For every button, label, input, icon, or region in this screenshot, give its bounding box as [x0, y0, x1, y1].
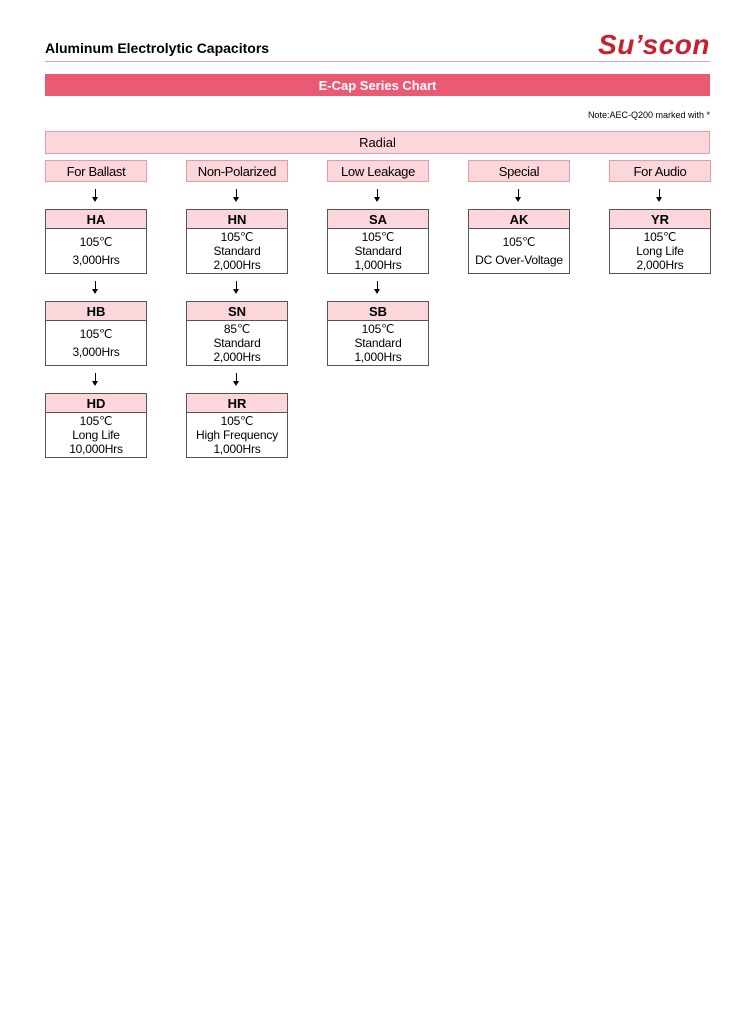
series-node [45, 393, 147, 458]
series-spec [610, 229, 710, 273]
category-column [327, 160, 429, 366]
chart-banner [45, 74, 710, 96]
series-spec [187, 413, 287, 457]
down-arrow-icon [609, 182, 711, 209]
category-node [609, 160, 711, 182]
series-spec [46, 229, 146, 273]
down-arrow-icon [186, 182, 288, 209]
series-spec-line: 1,000Hrs [213, 442, 261, 456]
series-spec-line: 105℃ [502, 235, 536, 249]
series-spec-line: 105℃ [220, 230, 254, 244]
down-arrow-icon [186, 366, 288, 393]
down-arrow-icon [327, 182, 429, 209]
series-node [186, 209, 288, 274]
series-code: HD [46, 394, 146, 413]
category-label: Special [498, 163, 540, 179]
series-spec-line: Standard [354, 336, 402, 350]
series-spec-line: Standard [213, 336, 261, 350]
series-spec [469, 229, 569, 273]
category-node [327, 160, 429, 182]
series-spec [46, 321, 146, 365]
series-spec-line: 105℃ [361, 230, 395, 244]
series-node [327, 209, 429, 274]
down-arrow-icon [186, 274, 288, 301]
series-code: HA [46, 210, 146, 229]
series-spec-line: DC Over-Voltage [475, 253, 563, 267]
series-spec-line: Long Life [72, 428, 120, 442]
series-node [186, 393, 288, 458]
series-spec [187, 321, 287, 365]
series-spec-line: 2,000Hrs [636, 258, 684, 272]
series-spec [328, 229, 428, 273]
category-label: For Audio [633, 163, 687, 179]
series-spec-line: High Frequency [196, 428, 278, 442]
series-spec-line: 2,000Hrs [213, 258, 261, 272]
series-code: SN [187, 302, 287, 321]
down-arrow-icon [45, 366, 147, 393]
page-header-title: Aluminum Electrolytic Capacitors [45, 40, 270, 56]
series-code: HN [187, 210, 287, 229]
series-node [45, 301, 147, 366]
series-node [609, 209, 711, 274]
series-spec-line: 105℃ [361, 322, 395, 336]
category-label: Non-Polarized [197, 163, 277, 179]
category-column [186, 160, 288, 458]
series-spec [46, 413, 146, 457]
series-spec-line: 85℃ [223, 322, 251, 336]
series-spec-line: 2,000Hrs [213, 350, 261, 364]
brand-logo: Su’scon [598, 29, 710, 60]
chart-banner-title: E-Cap Series Chart [318, 77, 437, 93]
root-node-label: Radial [359, 135, 396, 150]
category-column [45, 160, 147, 458]
category-column [609, 160, 711, 274]
category-node [186, 160, 288, 182]
aec-note: Note:AEC-Q200 marked with * [587, 110, 710, 120]
series-node [186, 301, 288, 366]
series-code: YR [610, 210, 710, 229]
series-spec-line: 3,000Hrs [72, 253, 120, 267]
series-spec-line: Standard [213, 244, 261, 258]
down-arrow-icon [468, 182, 570, 209]
series-spec-line: 3,000Hrs [72, 345, 120, 359]
series-code: HR [187, 394, 287, 413]
header-divider [45, 61, 710, 62]
category-column [468, 160, 570, 274]
series-spec-line: 105℃ [220, 414, 254, 428]
series-spec [328, 321, 428, 365]
series-spec-line: 1,000Hrs [354, 350, 402, 364]
series-spec-line: 105℃ [79, 414, 113, 428]
series-code: AK [469, 210, 569, 229]
series-spec-line: 1,000Hrs [354, 258, 402, 272]
category-node [468, 160, 570, 182]
series-node [45, 209, 147, 274]
series-spec-line: 105℃ [79, 235, 113, 249]
down-arrow-icon [327, 274, 429, 301]
series-spec-line: Long Life [636, 244, 684, 258]
series-node [468, 209, 570, 274]
category-label: Low Leakage [340, 163, 416, 179]
series-spec-line: 10,000Hrs [69, 442, 123, 456]
down-arrow-icon [45, 274, 147, 301]
series-spec-line: 105℃ [79, 327, 113, 341]
series-code: SB [328, 302, 428, 321]
series-spec [187, 229, 287, 273]
series-code: SA [328, 210, 428, 229]
category-label: For Ballast [66, 163, 126, 179]
series-node [327, 301, 429, 366]
root-node-radial [45, 131, 710, 154]
category-node [45, 160, 147, 182]
series-code: HB [46, 302, 146, 321]
down-arrow-icon [45, 182, 147, 209]
series-spec-line: Standard [354, 244, 402, 258]
series-spec-line: 105℃ [643, 230, 677, 244]
